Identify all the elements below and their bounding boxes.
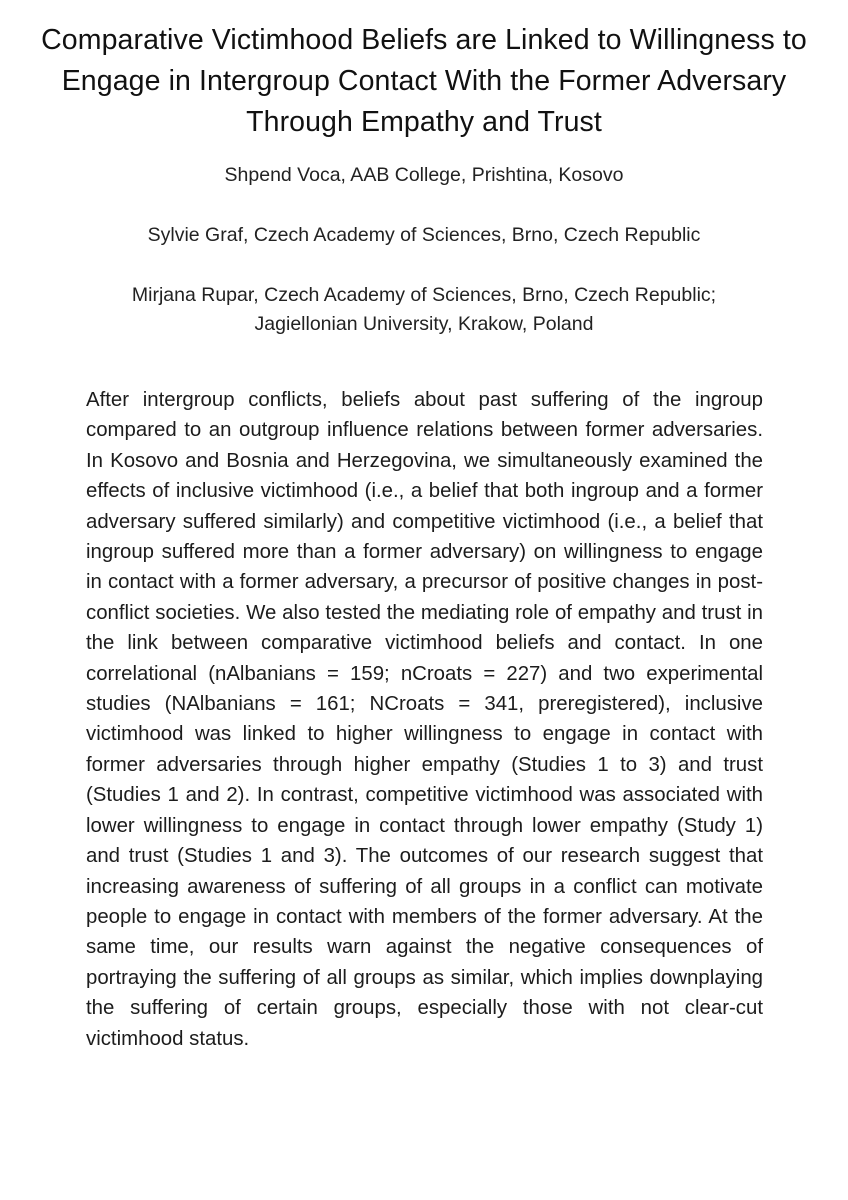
- abstract-body: After intergroup conflicts, beliefs about past suffering of the ingroup compared to an outgroup influence relations between former adversaries. In Kosovo and Bosnia and Herzegovina, we simultaneously examined the effects of inclusive victimhood (i.e., a belief that both ingroup and a former adversary suffered similarly) and competitive victimhood (i.e., a belief that ingroup suffered more than a former adversary) on willingness to engage in contact with a former adversary, a precursor of positive changes in post-conflict societies. We also tested the mediating role of empathy and trust in the link between comparative victimhood beliefs and contact. In one correlational (nAlbanians = 159; nCroats = 227) and two experimental studies (NAlbanians = 161; NCroats = 341, preregistered), inclusive victimhood was linked to higher willingness to engage in contact with former adversaries through higher empathy (Studies 1 to 3) and trust (Studies 1 and 2). In contrast, competitive victimhood was associated with lower willingness to engage in contact through lower empathy (Study 1) and trust (Studies 1 and 3). The outcomes of our research suggest that increasing awareness of suffering of all groups in a conflict can motivate people to engage in contact with members of the former adversary. At the same time, our results warn against the negative consequences of portraying the suffering of all groups as similar, which implies downplaying the suffering of certain groups, especially those with not clear-cut victimhood status.: [86, 389, 763, 1050]
- author-affiliation-line: Mirjana Rupar, Czech Academy of Sciences, Brno, Czech Republic;: [131, 284, 717, 306]
- author-affiliation: [40, 281, 808, 339]
- author-affiliation: Sylvie Graf, Czech Academy of Sciences, Brno, Czech Republic: [147, 224, 701, 246]
- author-affiliation: Shpend Voca, AAB College, Prishtina, Kosovo: [224, 164, 624, 186]
- author-list: [40, 161, 808, 370]
- paper-title: Comparative Victimhood Beliefs are Linked to Willingness to Engage in Intergroup Contact With the Former Adversary Through Empathy and Trust: [41, 24, 807, 138]
- author-affiliation-line: Jagiellonian University, Krakow, Poland: [254, 313, 594, 335]
